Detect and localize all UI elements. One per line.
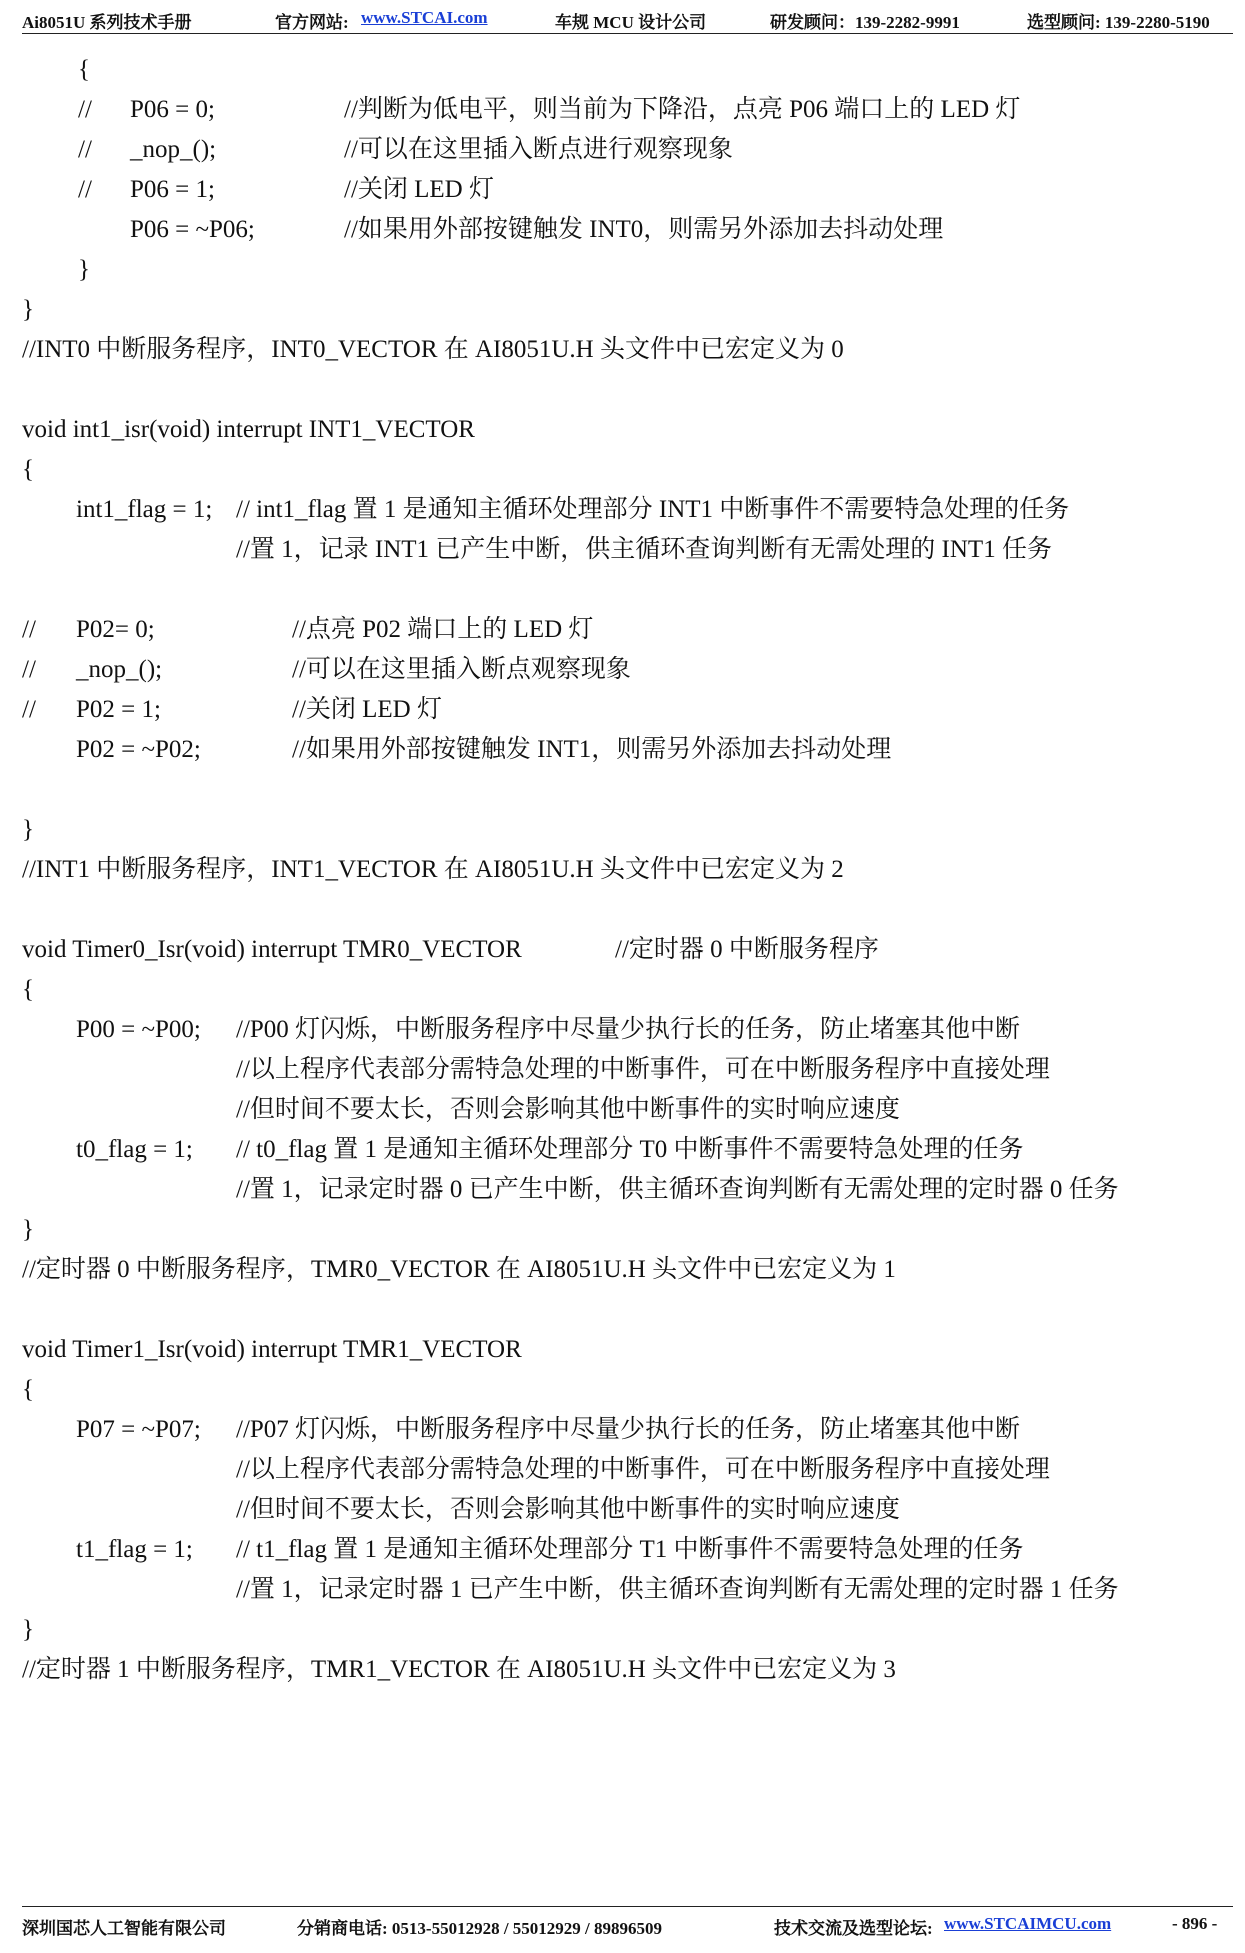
code-line: // P06 = 1; //关闭 LED 灯 (22, 170, 1222, 210)
code-line: } (22, 816, 34, 843)
code-comment: //关闭 LED 灯 (292, 696, 442, 723)
code-comment: //定时器 1 中断服务程序，TMR1_VECTOR 在 AI8051U.H 头文件中已宏定义为 3 (22, 1656, 896, 1683)
code-line: // P06 = 0; //判断为低电平，则当前为下降沿，点亮 P06 端口上的 LED 灯 (22, 90, 1222, 130)
rd-consultant: 研发顾问：139-2282-9991 (770, 13, 960, 32)
code-line: void Timer0_Isr(void) interrupt TMR0_VECTOR //定时器 0 中断服务程序 (22, 930, 1222, 970)
official-site-link[interactable]: www.STCAI.com (361, 8, 488, 27)
header-divider (22, 33, 1233, 34)
code-line: int1_flag = 1; // int1_flag 置 1 是通知主循环处理部分 INT1 中断事件不需要特急处理的任务 (22, 490, 1222, 530)
code-line: { (22, 456, 34, 483)
footer-divider (22, 1906, 1233, 1907)
code-comment: //置 1，记录定时器 0 已产生中断，供主循环查询判断有无需处理的定时器 0 任务 (236, 1176, 1119, 1203)
code-line (22, 1650, 1222, 1690)
page-footer (22, 1910, 1233, 1940)
code-line: { (22, 976, 34, 1003)
forum-label: 技术交流及选型论坛: (774, 1919, 933, 1938)
code-comment: // t1_flag 置 1 是通知主循环处理部分 T1 中断事件不需要特急处理的任务 (236, 1536, 1024, 1563)
page-number: - 896 - (1172, 1914, 1218, 1933)
blank-line (22, 1290, 1222, 1330)
code-line: // P02 = 1; //关闭 LED 灯 (22, 690, 1222, 730)
code-line: } (22, 296, 34, 323)
code-comment: //可以在这里插入断点观察现象 (292, 656, 631, 683)
code-line: P02 = ~P02; //如果用外部按键触发 INT1，则需另外添加去抖动处理 (22, 730, 1222, 770)
code-comment: // int1_flag 置 1 是通知主循环处理部分 INT1 中断事件不需要特急处理的任务 (236, 496, 1070, 523)
code-line (22, 850, 1222, 890)
code-line (22, 1090, 1222, 1130)
code-comment: //INT0 中断服务程序，INT0_VECTOR 在 AI8051U.H 头文件中已宏定义为 0 (22, 336, 844, 363)
code-line: void Timer1_Isr(void) interrupt TMR1_VECTOR (22, 1336, 522, 1363)
code-comment: //如果用外部按键触发 INT1，则需另外添加去抖动处理 (292, 736, 892, 763)
code-line: t1_flag = 1; // t1_flag 置 1 是通知主循环处理部分 T1 中断事件不需要特急处理的任务 (22, 1530, 1222, 1570)
code-comment: //可以在这里插入断点进行观察现象 (344, 136, 733, 163)
blank-line (22, 370, 1222, 410)
code-line: void int1_isr(void) interrupt INT1_VECTOR (22, 416, 475, 443)
code-comment: //点亮 P02 端口上的 LED 灯 (292, 616, 594, 643)
code-line (22, 1570, 1222, 1610)
official-site-label: 官方网站: (275, 13, 349, 32)
code-line: // P02= 0; //点亮 P02 端口上的 LED 灯 (22, 610, 1222, 650)
code-line: P07 = ~P07; //P07 灯闪烁，中断服务程序中尽量少执行长的任务，防止堵塞其他中断 (22, 1410, 1222, 1450)
forum-link[interactable]: www.STCAIMCU.com (944, 1914, 1112, 1933)
blank-line (22, 770, 1222, 810)
code-line: { (22, 1376, 34, 1403)
code-line (22, 330, 1222, 370)
code-line (22, 1250, 1222, 1290)
code-comment: //以上程序代表部分需特急处理的中断事件，可在中断服务程序中直接处理 (236, 1456, 1050, 1483)
manual-title: Ai8051U 系列技术手册 (22, 13, 192, 32)
code-line: { (78, 56, 90, 83)
distributor-phone: 分销商电话: 0513-55012928 / 55012929 / 89896509 (297, 1919, 663, 1938)
code-comment: //以上程序代表部分需特急处理的中断事件，可在中断服务程序中直接处理 (236, 1056, 1050, 1083)
code-line (22, 1490, 1222, 1530)
code-comment: //关闭 LED 灯 (344, 176, 494, 203)
code-comment: //INT1 中断服务程序，INT1_VECTOR 在 AI8051U.H 头文件中已宏定义为 2 (22, 856, 844, 883)
code-comment: //但时间不要太长，否则会影响其他中断事件的实时响应速度 (236, 1496, 900, 1523)
code-comment: //但时间不要太长，否则会影响其他中断事件的实时响应速度 (236, 1096, 900, 1123)
code-line: } (22, 1216, 34, 1243)
sales-consultant: 选型顾问: 139-2280-5190 (1027, 13, 1210, 32)
code-line (22, 1170, 1222, 1210)
code-comment: //P07 灯闪烁，中断服务程序中尽量少执行长的任务，防止堵塞其他中断 (236, 1416, 1021, 1443)
code-comment: //置 1，记录 INT1 已产生中断，供主循环查询判断有无需处理的 INT1 任务 (236, 536, 1052, 563)
code-line: // _nop_(); //可以在这里插入断点进行观察现象 (22, 130, 1222, 170)
code-line (22, 530, 1222, 570)
code-comment: // t0_flag 置 1 是通知主循环处理部分 T0 中断事件不需要特急处理的任务 (236, 1136, 1024, 1163)
code-comment: //定时器 0 中断服务程序 (615, 936, 879, 963)
footer-company: 深圳国芯人工智能有限公司 (22, 1919, 226, 1938)
code-comment: //定时器 0 中断服务程序，TMR0_VECTOR 在 AI8051U.H 头文件中已宏定义为 1 (22, 1256, 896, 1283)
code-line (22, 1450, 1222, 1490)
blank-line (22, 890, 1222, 930)
code-line (22, 1050, 1222, 1090)
code-line: } (22, 1616, 34, 1643)
code-line: P00 = ~P00; //P00 灯闪烁，中断服务程序中尽量少执行长的任务，防止堵塞其他中断 (22, 1010, 1222, 1050)
code-line: } (78, 256, 90, 283)
code-line: t0_flag = 1; // t0_flag 置 1 是通知主循环处理部分 T0 中断事件不需要特急处理的任务 (22, 1130, 1222, 1170)
code-comment: //判断为低电平，则当前为下降沿，点亮 P06 端口上的 LED 灯 (344, 96, 1021, 123)
code-comment: //如果用外部按键触发 INT0，则需另外添加去抖动处理 (344, 216, 944, 243)
page-header (22, 4, 1233, 34)
blank-line (22, 570, 1222, 610)
code-listing (22, 50, 1222, 1690)
code-comment: //P00 灯闪烁，中断服务程序中尽量少执行长的任务，防止堵塞其他中断 (236, 1016, 1021, 1043)
code-comment: //置 1，记录定时器 1 已产生中断，供主循环查询判断有无需处理的定时器 1 任务 (236, 1576, 1119, 1603)
code-line: P06 = ~P06; //如果用外部按键触发 INT0，则需另外添加去抖动处理 (22, 210, 1222, 250)
code-line: // _nop_(); //可以在这里插入断点观察现象 (22, 650, 1222, 690)
company-tagline: 车规 MCU 设计公司 (555, 13, 707, 32)
